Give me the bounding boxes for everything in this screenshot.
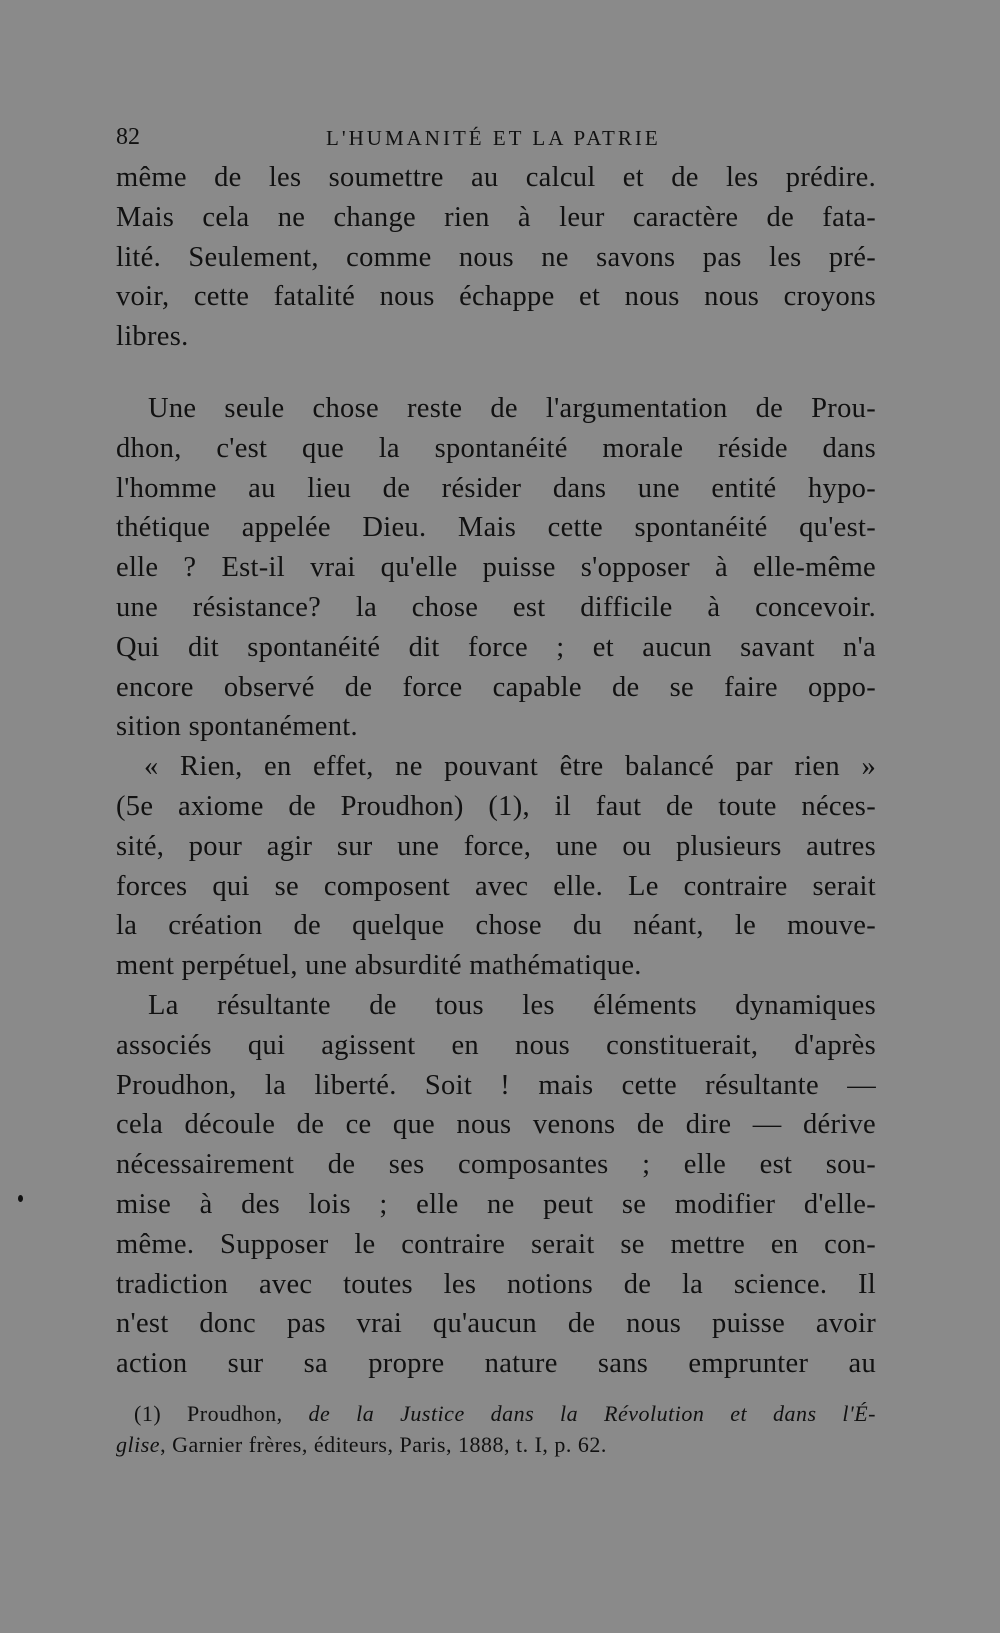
footnote bbox=[116, 1398, 876, 1460]
text-line: libres. bbox=[116, 321, 189, 353]
text-line: action sur sa propre nature sans emprunter au bbox=[116, 1348, 876, 1380]
footnote-title-cont: glise bbox=[116, 1431, 161, 1457]
text-line: encore observé de force capable de se faire oppo- bbox=[116, 671, 876, 703]
text-line: sition spontanément. bbox=[116, 711, 358, 743]
text-line: « Rien, en effet, ne pouvant être balancé par rien » bbox=[144, 751, 876, 783]
footnote-title: de la Justice dans la Révolution et dans l'É- bbox=[308, 1400, 876, 1426]
text-line: thétique appelée Dieu. Mais cette spontanéité qu'est- bbox=[116, 512, 876, 544]
text-line: (5e axiome de Proudhon) (1), il faut de toute néces- bbox=[116, 790, 876, 822]
ink-speck bbox=[18, 1195, 23, 1202]
text-line: voir, cette fatalité nous échappe et nous nous croyons bbox=[116, 281, 876, 313]
text-line: elle ? Est-il vrai qu'elle puisse s'opposer à elle-même bbox=[116, 552, 876, 584]
text-line: Proudhon, la liberté. Soit ! mais cette résultante — bbox=[116, 1069, 876, 1101]
text-line: une résistance? la chose est difficile à concevoir. bbox=[116, 591, 876, 623]
footnote-publisher: , Garnier frères, éditeurs, Paris, 1888, t. I, p. 62. bbox=[160, 1431, 607, 1457]
text-line: nécessairement de ses composantes ; elle est sou- bbox=[116, 1149, 876, 1181]
text-line: même. Supposer le contraire serait se mettre en con- bbox=[116, 1228, 876, 1260]
running-head bbox=[116, 118, 876, 158]
page-number: 82 bbox=[116, 124, 140, 150]
text-line: Une seule chose reste de l'argumentation de Prou- bbox=[148, 392, 876, 424]
paragraph-2 bbox=[116, 389, 876, 747]
text-line: n'est donc pas vrai qu'aucun de nous puisse avoir bbox=[116, 1308, 876, 1340]
text-line: dhon, c'est que la spontanéité morale réside dans bbox=[116, 432, 876, 464]
paragraph-1 bbox=[116, 158, 876, 357]
text-line: Mais cela ne change rien à leur caractère de fata- bbox=[116, 201, 876, 233]
text-line: tradiction avec toutes les notions de la science. Il bbox=[116, 1268, 876, 1300]
text-line: La résultante de tous les éléments dynamiques bbox=[148, 989, 876, 1021]
footnote-marker: (1) Proudhon, bbox=[134, 1400, 309, 1426]
text-line: sité, pour agir sur une force, une ou plusieurs autres bbox=[116, 830, 876, 862]
paragraph-gap bbox=[116, 357, 876, 389]
text-line: même de les soumettre au calcul et de les prédire. bbox=[116, 162, 876, 193]
text-line: Qui dit spontanéité dit force ; et aucun savant n'a bbox=[116, 631, 876, 663]
footnote-line bbox=[116, 1429, 756, 1460]
text-line: lité. Seulement, comme nous ne savons pas les pré- bbox=[116, 241, 876, 273]
paragraph-4 bbox=[116, 986, 876, 1384]
text-line: cela découle de ce que nous venons de dire — dérive bbox=[116, 1109, 876, 1141]
text-line: la création de quelque chose du néant, le mouve- bbox=[116, 910, 876, 942]
text-line: l'homme au lieu de résider dans une entité hypo- bbox=[116, 472, 876, 504]
paragraph-3 bbox=[116, 747, 876, 986]
running-title: L'HUMANITÉ ET LA PATRIE bbox=[326, 126, 661, 150]
footnote-line bbox=[116, 1398, 876, 1429]
book-page bbox=[116, 118, 876, 1460]
text-line: forces qui se composent avec elle. Le contraire serait bbox=[116, 870, 876, 902]
text-line: associés qui agissent en nous constituerait, d'après bbox=[116, 1029, 876, 1061]
text-line: ment perpétuel, une absurdité mathématique. bbox=[116, 950, 642, 982]
text-line: mise à des lois ; elle ne peut se modifier d'elle- bbox=[116, 1188, 876, 1220]
